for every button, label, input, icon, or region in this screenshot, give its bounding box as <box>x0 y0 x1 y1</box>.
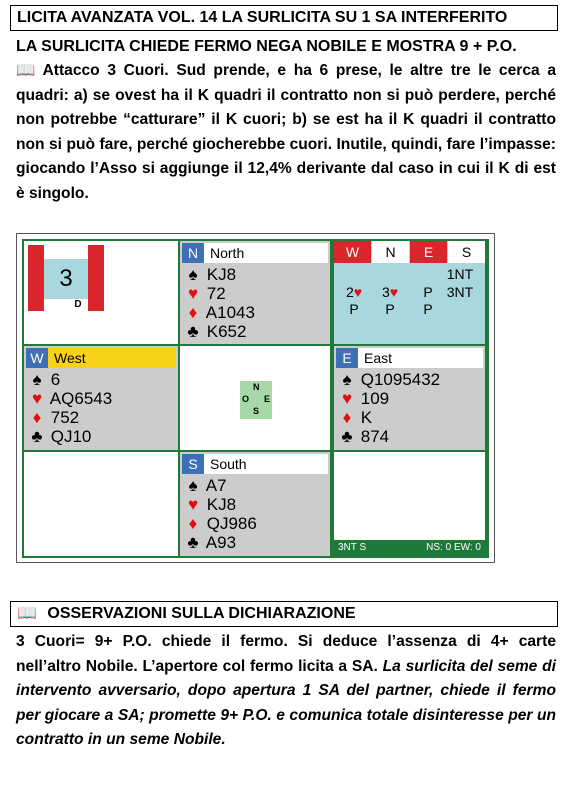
title: LICITA AVANZATA VOL. 14 LA SURLICITA SU 1 SA INTERFERITO <box>17 9 508 26</box>
west-clubs <box>28 427 91 447</box>
compass-n: N <box>253 382 260 392</box>
east-spades-cards: Q1095432 <box>360 370 441 389</box>
bid-header-e: E <box>410 241 447 263</box>
north-clubs-cards: K652 <box>206 322 247 341</box>
intro-paragraph <box>16 59 556 206</box>
east-hearts <box>338 389 389 409</box>
north-clubs <box>184 322 246 342</box>
east-spades <box>338 370 440 390</box>
bid-3-n: P <box>385 301 395 317</box>
board-felt <box>22 239 489 558</box>
heart-icon: ♥ <box>187 495 199 514</box>
north-header <box>182 243 328 263</box>
south-diamonds-cards: QJ986 <box>206 514 257 533</box>
north-spades-cards: KJ8 <box>206 265 237 284</box>
club-icon: ♣ <box>341 427 353 446</box>
diamond-icon: ♦ <box>32 408 42 427</box>
south-clubs-cards: A93 <box>205 533 237 552</box>
result-cell <box>334 452 485 556</box>
table-center <box>180 346 330 450</box>
hand-south <box>180 452 330 556</box>
observations-paragraph <box>16 630 556 753</box>
east-name: East <box>364 350 393 366</box>
west-hearts-cards: AQ6543 <box>49 389 113 408</box>
south-diamonds <box>184 514 257 534</box>
bid-3-w: P <box>349 301 359 317</box>
east-hearts-cards: 109 <box>360 389 390 408</box>
bid-1-s: 1NT <box>446 266 474 282</box>
heart-icon: ♥ <box>389 284 399 300</box>
bidding-box <box>334 241 485 344</box>
north-spades <box>184 265 236 285</box>
east-header <box>336 348 483 368</box>
result-bar <box>334 540 485 556</box>
section-title: OSSERVAZIONI SULLA DICHIARAZIONE <box>47 605 356 622</box>
south-header <box>182 454 328 474</box>
spade-icon: ♠ <box>188 476 198 495</box>
hand-west <box>24 346 178 450</box>
intro-text: Attacco 3 Cuori. Sud prende, e ha 6 prese, le altre tre le cerca a quadri: a) se ovest ha il K quadri il contratto non si può perdere, perché non potrebbe “catturare” il K cuori; b) se est ha il K quadri il contratto non si può fare, perché giocherebbe cuori. Inutile, quindi, fare l’impasse: giocando l’Asso si aggiunge il 12,4% derivante dal caso in cui il K di est è singolo. <box>16 62 556 202</box>
club-icon: ♣ <box>187 322 199 341</box>
hand-east <box>334 346 485 450</box>
heart-icon: ♥ <box>187 284 199 303</box>
north-seat: N <box>182 243 204 263</box>
contract: 3NT S <box>338 542 367 553</box>
section-title-box <box>10 601 558 627</box>
obs-text-normal: 3 Cuori= 9+ P.O. chiede il fermo. Si deduce l’assenza di 4+ carte nell’altro Nobile. L’apertore col fermo licita a SA. <box>16 633 556 675</box>
diamond-icon: ♦ <box>188 303 198 322</box>
south-name: South <box>210 456 247 472</box>
diamond-icon: ♦ <box>342 408 352 427</box>
heart-icon: ♥ <box>353 284 363 300</box>
heart-icon: ♥ <box>341 389 353 408</box>
north-diamonds <box>184 303 255 323</box>
vul-west <box>28 245 44 311</box>
diamond-icon: ♦ <box>188 514 198 533</box>
compass-o: O <box>242 394 250 404</box>
compass-e: E <box>264 394 271 404</box>
north-name: North <box>210 245 245 261</box>
bid-2-n: 3♥ <box>381 284 399 300</box>
spade-icon: ♠ <box>32 370 42 389</box>
obs-text-italic: La surlicita del seme di intervento avversario, dopo apertura 1 SA del partner, chiede il fermo per giocare a SA; promette 9+ P.O. e comunica totale disinteresse per un contratto in un seme Nobile. <box>16 657 556 749</box>
south-hearts <box>184 495 236 515</box>
spade-icon: ♠ <box>188 265 198 284</box>
south-hearts-cards: KJ8 <box>206 495 237 514</box>
dealer: D <box>74 299 82 310</box>
west-hearts <box>28 389 112 409</box>
bid-header-s: S <box>448 241 485 263</box>
compass <box>240 381 272 419</box>
club-icon: ♣ <box>31 427 43 446</box>
bid-2-s: 3NT <box>446 284 474 300</box>
west-seat: W <box>26 348 48 368</box>
title-box <box>10 5 558 31</box>
west-diamonds <box>28 408 79 428</box>
south-spades <box>184 476 227 496</box>
west-header <box>26 348 176 368</box>
bid-header-n: N <box>372 241 409 263</box>
south-spades-cards: A7 <box>205 476 227 495</box>
bid-2-e: P <box>423 284 433 300</box>
bid-3-e: P <box>423 301 433 317</box>
south-seat: S <box>182 454 204 474</box>
score: NS: 0 EW: 0 <box>426 542 481 553</box>
bid-header-w: W <box>334 241 371 263</box>
east-diamonds-cards: K <box>360 408 373 427</box>
compass-s: S <box>253 406 260 416</box>
west-clubs-cards: QJ10 <box>50 427 92 446</box>
east-clubs <box>338 427 389 447</box>
west-spades <box>28 370 60 390</box>
spade-icon: ♠ <box>342 370 352 389</box>
north-hearts-cards: 72 <box>206 284 226 303</box>
west-diamonds-cards: 752 <box>50 408 80 427</box>
east-diamonds <box>338 408 372 428</box>
east-seat: E <box>336 348 358 368</box>
board-number: 3 <box>59 265 73 292</box>
east-clubs-cards: 874 <box>360 427 390 446</box>
board-number-box <box>44 259 88 299</box>
west-spades-cards: 6 <box>50 370 61 389</box>
north-hearts <box>184 284 226 304</box>
subtitle: LA SURLICITA CHIEDE FERMO NEGA NOBILE E MOSTRA 9 + P.O. <box>16 38 517 55</box>
hand-north <box>180 241 330 344</box>
west-name: West <box>54 350 86 366</box>
book-icon: 📖 <box>17 605 37 622</box>
book-icon: 📖 <box>16 62 36 79</box>
south-clubs <box>184 533 236 553</box>
north-diamonds-cards: A1043 <box>205 303 255 322</box>
empty-cell-sw <box>24 452 178 556</box>
club-icon: ♣ <box>187 533 199 552</box>
heart-icon: ♥ <box>31 389 43 408</box>
bid-2-w: 2♥ <box>345 284 363 300</box>
board-info-cell <box>24 241 178 344</box>
